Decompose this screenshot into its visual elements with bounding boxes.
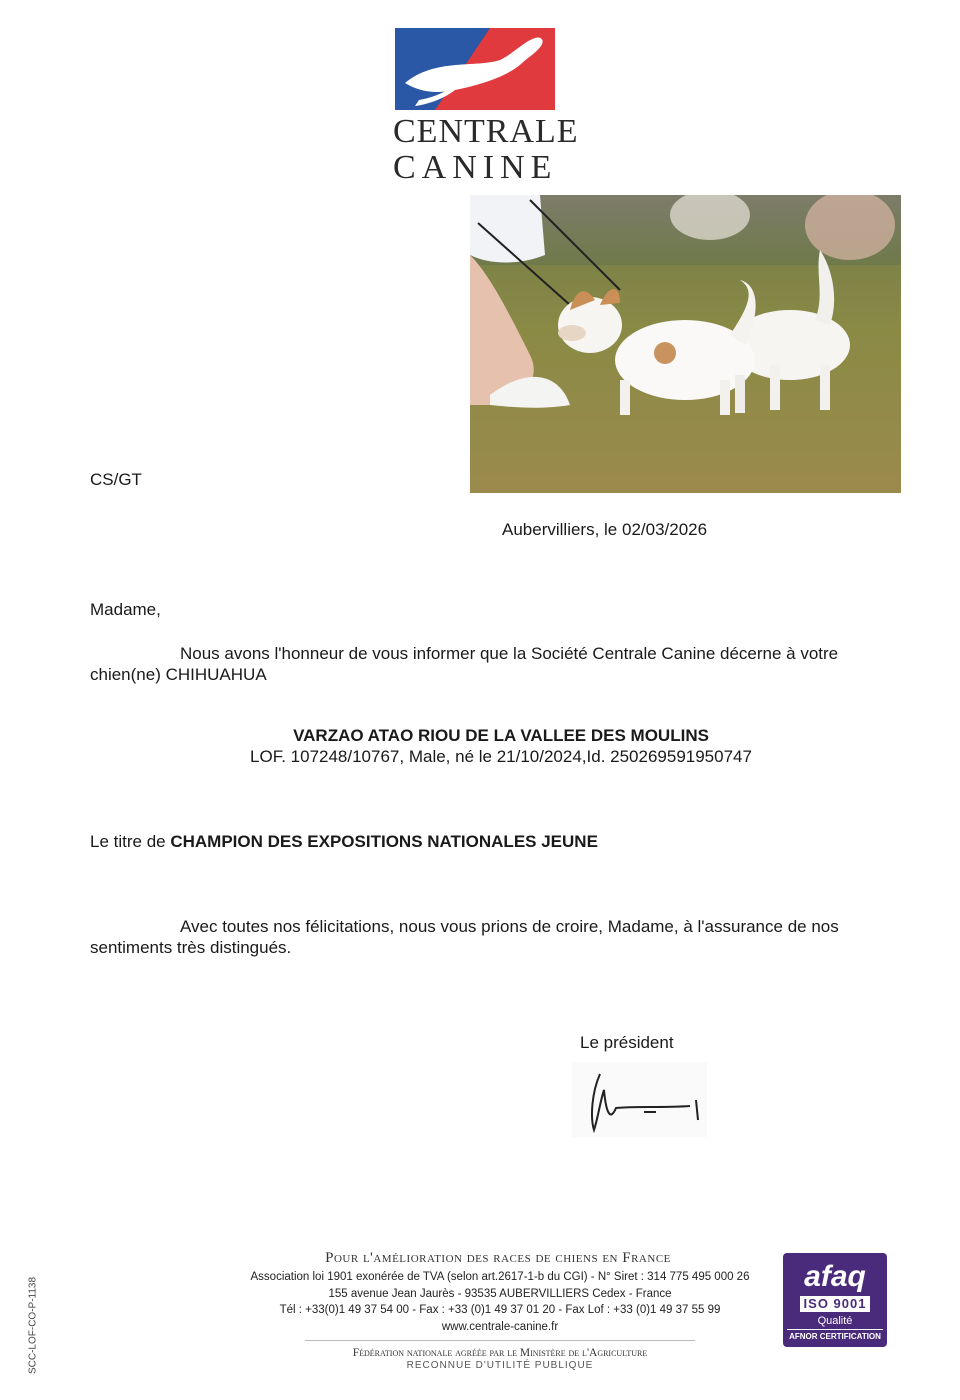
afaq-label: Qualité [817, 1315, 853, 1327]
logo-line-1: CENTRALE [393, 113, 579, 150]
afaq-issuer: AFNOR CERTIFICATION [787, 1329, 883, 1341]
title-value: CHAMPION DES EXPOSITIONS NATIONALES JEUNE [170, 832, 598, 851]
title-line [90, 832, 598, 852]
dog-details: LOF. 107248/10767, Male, né le 21/10/2024,Id. 250269591950747 [250, 747, 752, 766]
award-paragraph: Nous avons l'honneur de vous informer que la Société Centrale Canine décerne à votre chien(ne) CHIHUAHUA [90, 644, 839, 684]
salutation: Madame, [90, 600, 161, 619]
footer-line-3: Tél : +33(0)1 49 37 54 00 - Fax : +33 (0)1 49 37 01 20 - Fax Lof : +33 (0)1 49 37 55 99 [279, 1304, 721, 1316]
footer-tagline: Pour l'amélioration des races de chiens en France [325, 1250, 671, 1266]
centrale-canine-logo-mark [395, 28, 555, 110]
date-line: Aubervilliers, le 02/03/2026 [502, 520, 708, 539]
footer-line-2: 155 avenue Jean Jaurès - 93535 AUBERVILLIERS Cedex - France [328, 1287, 672, 1300]
footer-line-1: Association loi 1901 exonérée de TVA (selon art.2617-1-b du CGI) - N° Siret : 314 775 495 000 26 [250, 1271, 750, 1283]
footer-address-block [200, 1269, 800, 1335]
signature [572, 1062, 707, 1137]
footer-recognition: RECONNUE D'UTILITÉ PUBLIQUE [406, 1360, 594, 1371]
chihuahua-photo [470, 195, 901, 493]
logo-line-2: CANINE [393, 149, 558, 186]
afaq-standard: ISO 9001 [800, 1296, 871, 1312]
footer-divider [305, 1340, 695, 1341]
document-code: SCC-LOF-CO-P-1138 [27, 1276, 39, 1375]
dog-name: VARZAO ATAO RIOU DE LA VALLEE DES MOULINS [293, 726, 709, 745]
signatory-title: Le président [580, 1033, 674, 1052]
footer-federation: Fédération nationale agréée par le Ministère de l'Agriculture [352, 1347, 648, 1359]
afaq-iso-badge [783, 1253, 887, 1347]
centrale-canine-logo-text [393, 113, 579, 186]
closing-paragraph: Avec toutes nos félicitations, nous vous prions de croire, Madame, à l'assurance de nos sentiments très distingués. [90, 917, 839, 957]
afaq-brand: afaq [804, 1260, 866, 1293]
title-prefix: Le titre de [90, 832, 171, 851]
reference-code: CS/GT [90, 470, 142, 489]
footer-website: www.centrale-canine.fr [441, 1320, 559, 1333]
